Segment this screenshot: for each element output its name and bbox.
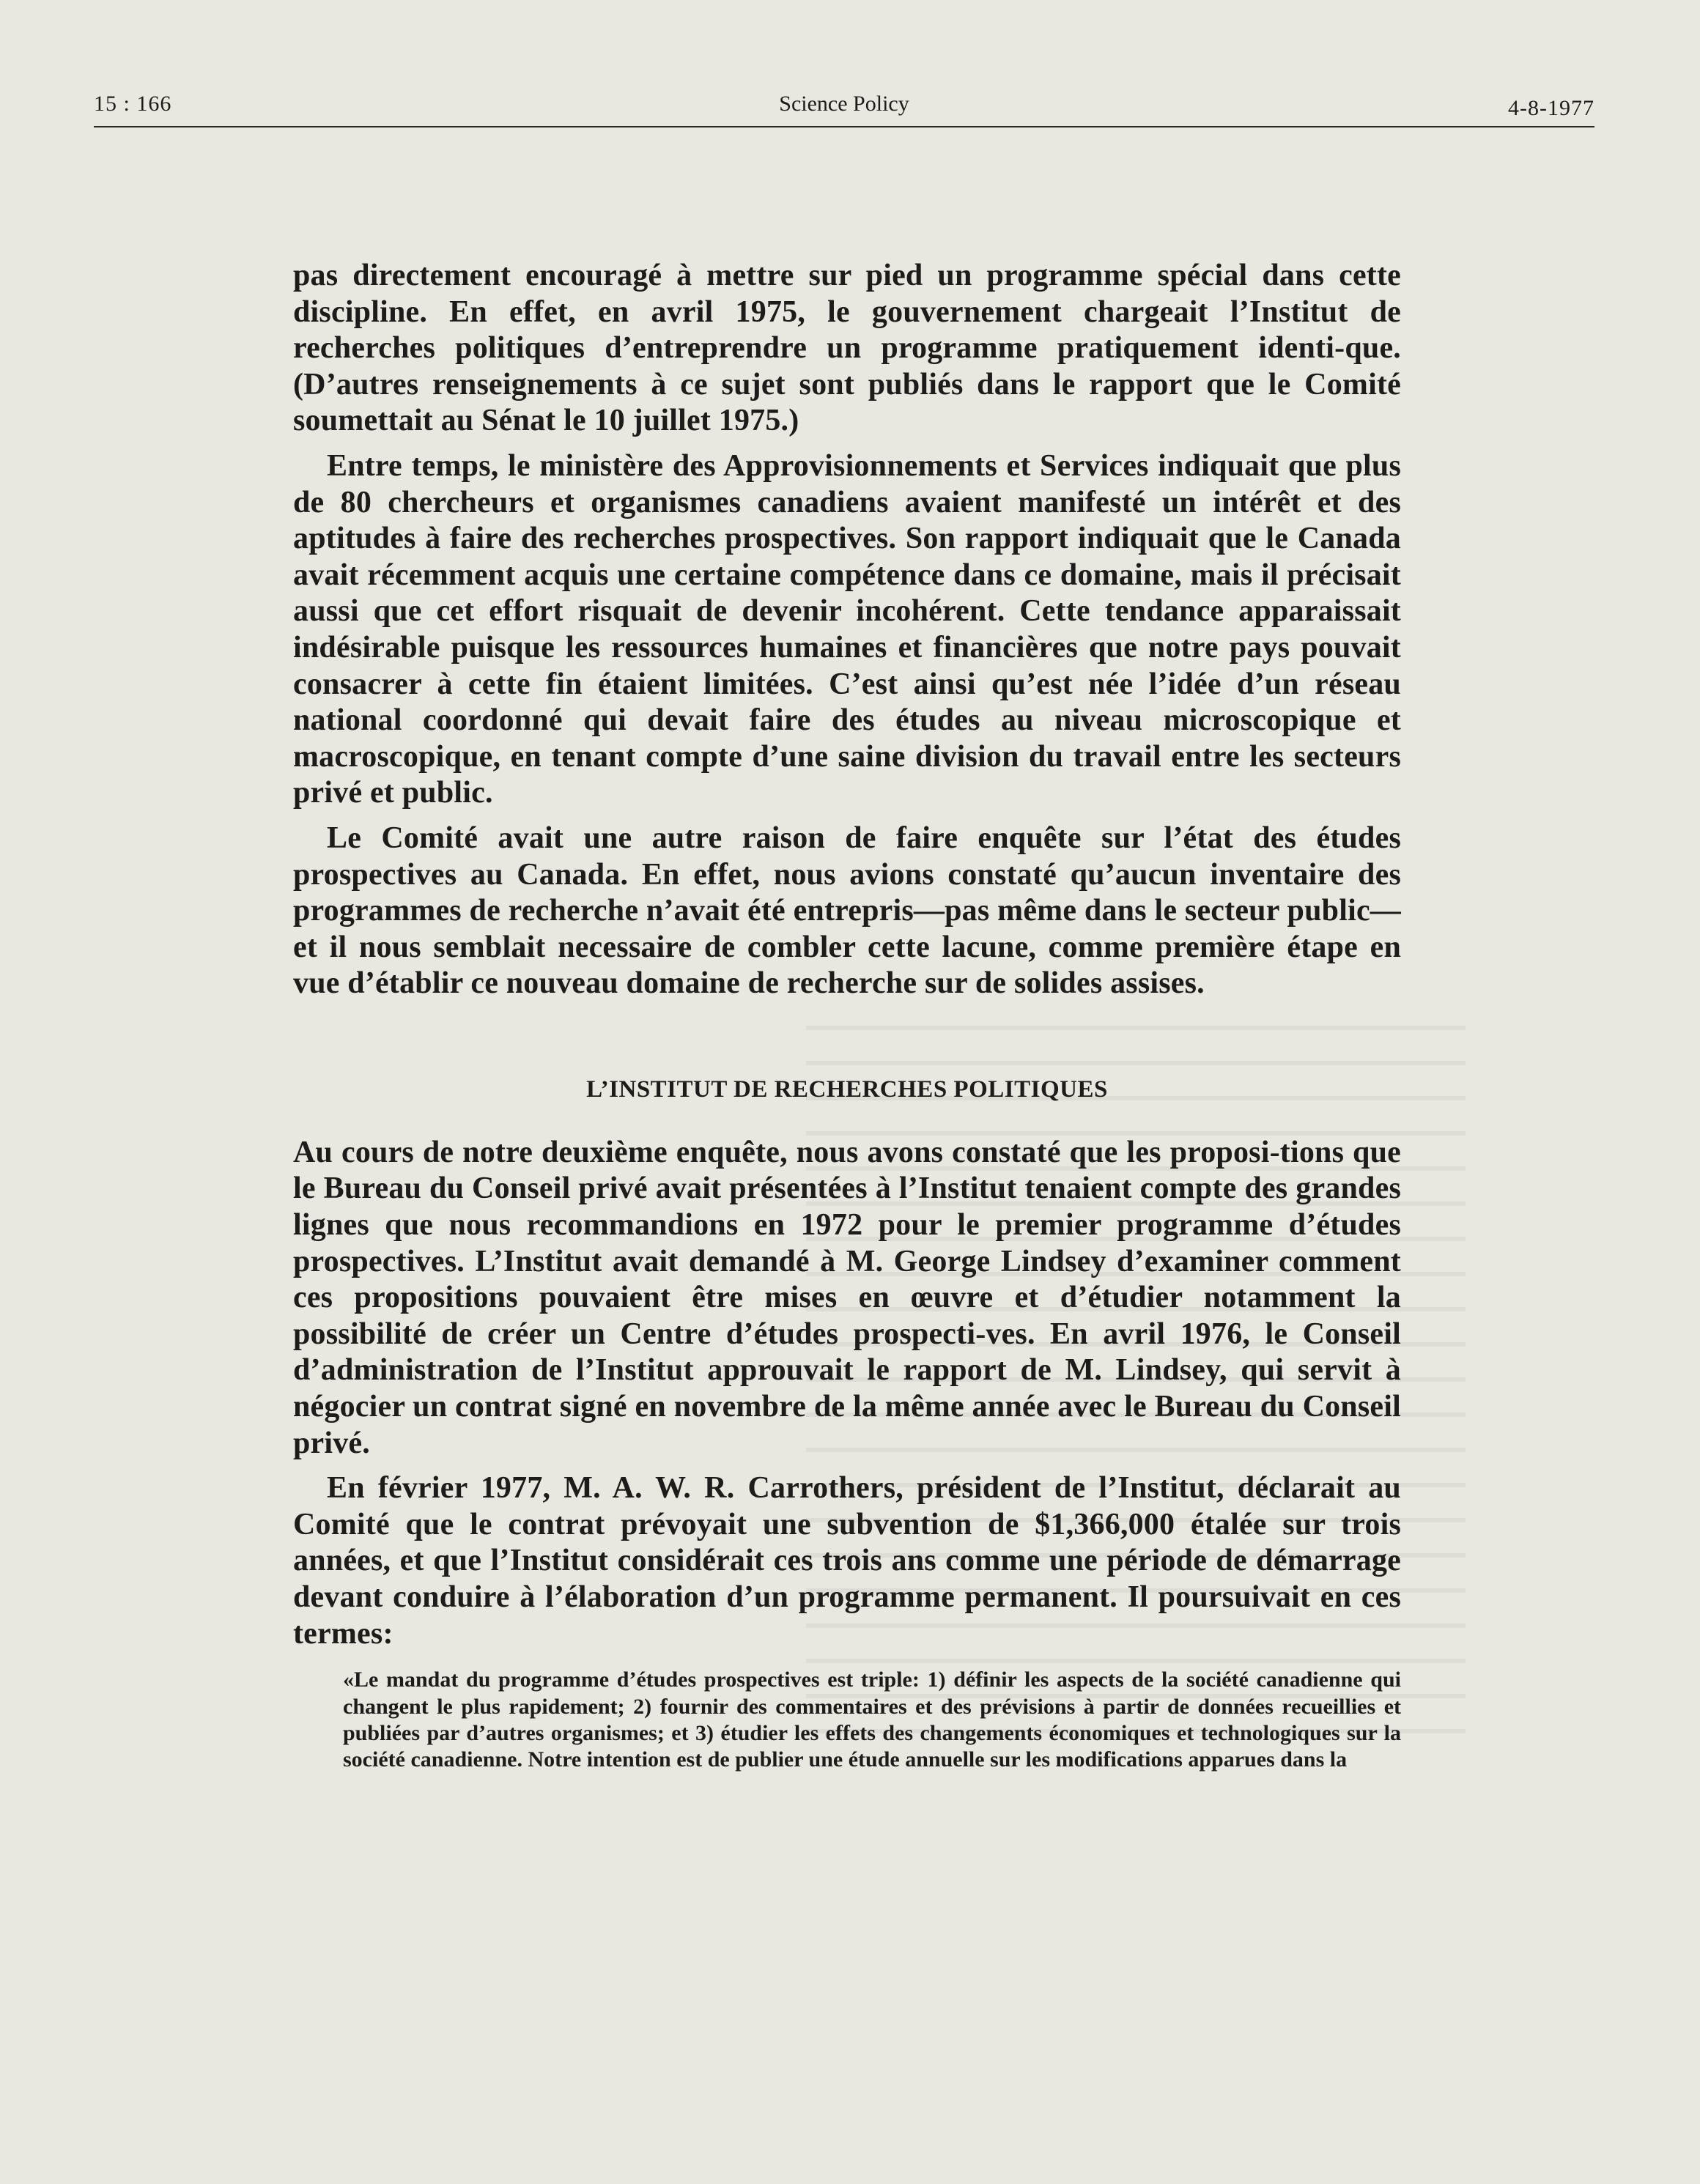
page-body: [293, 258, 1401, 1774]
block-quote: «Le mandat du programme d’études prospectives est triple: 1) définir les aspects de la société canadienne qui changent le plus rapidement; 2) fournir des commentaires et des prévisions à partir de données recueillies et publiées par d’autres organismes; et 3) étudier les effets des changements économiques et technologiques sur la société canadienne. Notre intention est de publier une étude annuelle sur les modifications apparues dans la: [343, 1667, 1401, 1772]
paragraph: Au cours de notre deuxième enquête, nous avons constaté que les proposi-tions que le Bureau du Conseil privé avait présentées à l’Institut tenaient compte des grandes lignes que nous recommandions en 1972 pour le premier programme d’études prospectives. L’Institut avait demandé à M. George Lindsey d’examiner comment ces propositions pouvaient être mises en œuvre et d’étudier notamment la possibilité de créer un Centre d’études prospecti-ves. En avril 1976, le Conseil d’administration de l’Institut approuvait le rapport de M. Lindsey, qui servit à négocier un contrat signé en novembre de la même année avec le Bureau du Conseil privé.: [293, 1135, 1401, 1460]
header-date: 4-8-1977: [1508, 96, 1594, 120]
paragraph: Le Comité avait une autre raison de faire enquête sur l’état des études prospectives au Canada. En effet, nous avions constaté qu’aucun inventaire des programmes de recherche n’avait été entrepris—pas même dans le secteur public—et il nous semblait necessaire de combler cette lacune, comme première étape en vue d’établir ce nouveau domaine de recherche sur de solides assises.: [293, 821, 1401, 1001]
page-number: 15 : 166: [94, 92, 172, 116]
section-heading: L’INSTITUT DE RECHERCHES POLITIQUES: [586, 1076, 1108, 1103]
running-title: Science Policy: [779, 92, 909, 116]
paragraph: En février 1977, M. A. W. R. Carrothers, président de l’Institut, déclarait au Comité que le contrat prévoyait une subvention de $1,366,000 étalée sur trois années, et que l’Institut considérait ces trois ans comme une période de démarrage devant conduire à l’élaboration d’un programme permanent. Il poursuivait en ces termes:: [293, 1471, 1401, 1651]
page-header: [94, 88, 1594, 127]
paragraph-continued: pas directement encouragé à mettre sur pied un programme spécial dans cette discipline. En effet, en avril 1975, le gouvernement chargeait l’Institut de recherches politiques d’entreprendre un programme pratiquement identi-que. (D’autres renseignements à ce sujet sont publiés dans le rapport que le Comité soumettait au Sénat le 10 juillet 1975.): [293, 259, 1401, 438]
paragraph: Entre temps, le ministère des Approvisionnements et Services indiquait que plus de 80 chercheurs et organismes canadiens avaient manifesté un intérêt et des aptitudes à faire des recherches prospectives. Son rapport indiquait que le Canada avait récemment acquis une certaine compétence dans ce domaine, mais il précisait aussi que cet effort risquait de devenir incohérent. Cette tendance apparaissait indésirable puisque les ressources humaines et financières que notre pays pouvait consacrer à cette fin étaient limitées. C’est ainsi qu’est née l’idée d’un réseau national coordonné qui devait faire des études au niveau microscopique et macroscopique, en tenant compte d’une saine division du travail entre les secteurs privé et public.: [293, 448, 1401, 810]
